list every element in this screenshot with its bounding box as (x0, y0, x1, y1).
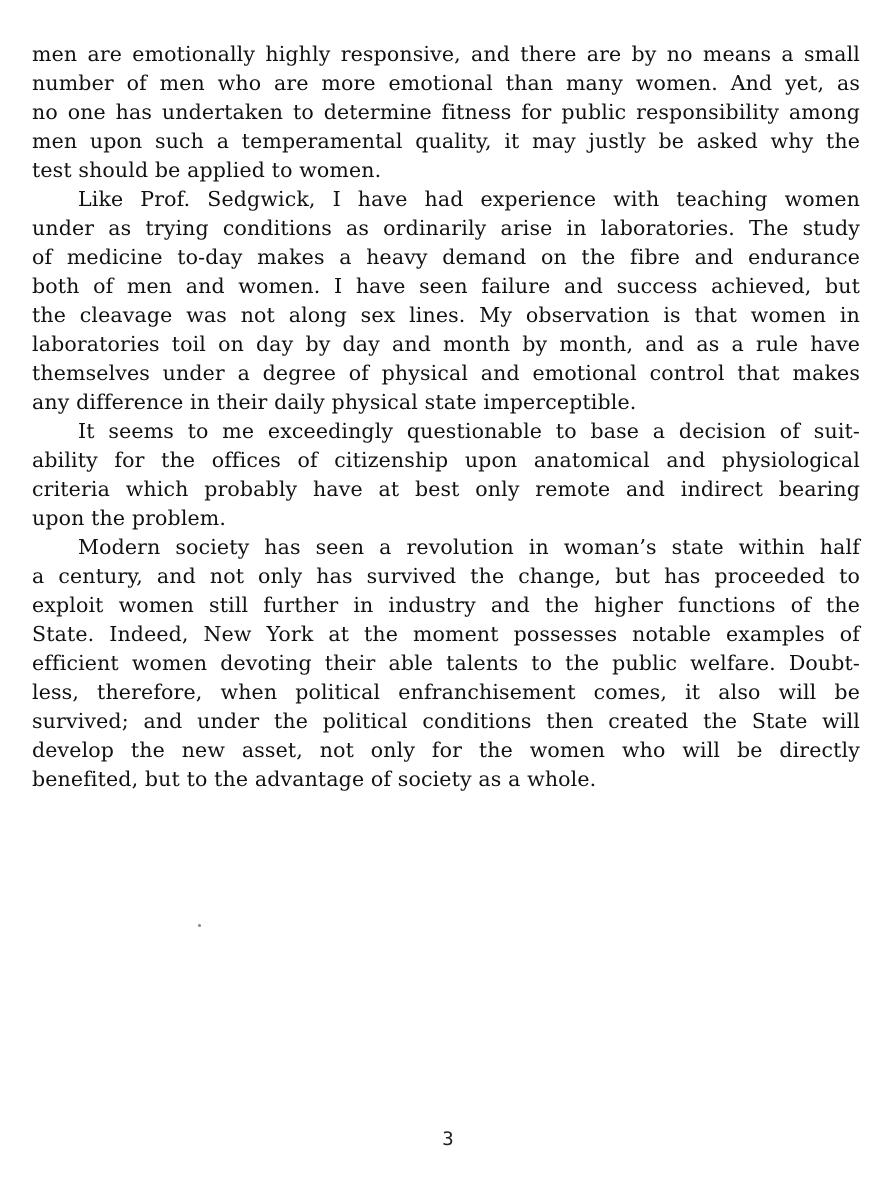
text-line: test should be applied to women. (32, 158, 382, 182)
text-line: any difference in their daily physical state imperceptible. (32, 390, 637, 414)
paragraph-1 (32, 40, 860, 185)
text-line: Like Prof. Sedgwick, I have had experience with teaching women (78, 187, 860, 211)
paragraph-3 (32, 417, 860, 533)
text-line: exploit women still further in industry and the higher functions of the (32, 593, 860, 617)
text-line: develop the new asset, not only for the women who will be directly (32, 738, 860, 762)
text-line: benefited, but to the advantage of society as a whole. (32, 767, 597, 791)
text-line: It seems to me exceedingly questionable to base a decision of suit- (78, 419, 860, 443)
text-line: themselves under a degree of physical and emotional control that makes (32, 361, 860, 385)
text-line: men are emotionally highly responsive, and there are by no means a small (32, 42, 860, 66)
text-line: no one has undertaken to determine fitness for public responsibility among (32, 100, 860, 124)
text-line: the cleavage was not along sex lines. My observation is that women in (32, 303, 860, 327)
text-line: survived; and under the political conditions then created the State will (32, 709, 860, 733)
ink-speck (198, 924, 201, 927)
text-line: criteria which probably have at best only remote and indirect bearing (32, 477, 860, 501)
text-line: State. Indeed, New York at the moment possesses notable examples of (32, 622, 860, 646)
body-text (32, 40, 860, 794)
text-line: a century, and not only has survived the change, but has proceeded to (32, 564, 860, 588)
text-line: number of men who are more emotional than many women. And yet, as (32, 71, 860, 95)
text-line: efficient women devoting their able talents to the public welfare. Doubt- (32, 651, 860, 675)
text-line: ability for the offices of citizenship upon anatomical and physiological (32, 448, 860, 472)
text-line: men upon such a temperamental quality, it may justly be asked why the (32, 129, 860, 153)
text-line: Modern society has seen a revolution in woman’s state within half (78, 535, 860, 559)
text-line: less, therefore, when political enfranchisement comes, it also will be (32, 680, 860, 704)
text-line: of medicine to-day makes a heavy demand on the fibre and endurance (32, 245, 860, 269)
paragraph-4 (32, 533, 860, 794)
text-line: laboratories toil on day by day and month by month, and as a rule have (32, 332, 860, 356)
paragraph-2 (32, 185, 860, 417)
text-line: under as trying conditions as ordinarily arise in laboratories. The study (32, 216, 860, 240)
text-line: both of men and women. I have seen failure and success achieved, but (32, 274, 860, 298)
page-number: 3 (442, 1128, 454, 1150)
text-line: upon the problem. (32, 506, 227, 530)
